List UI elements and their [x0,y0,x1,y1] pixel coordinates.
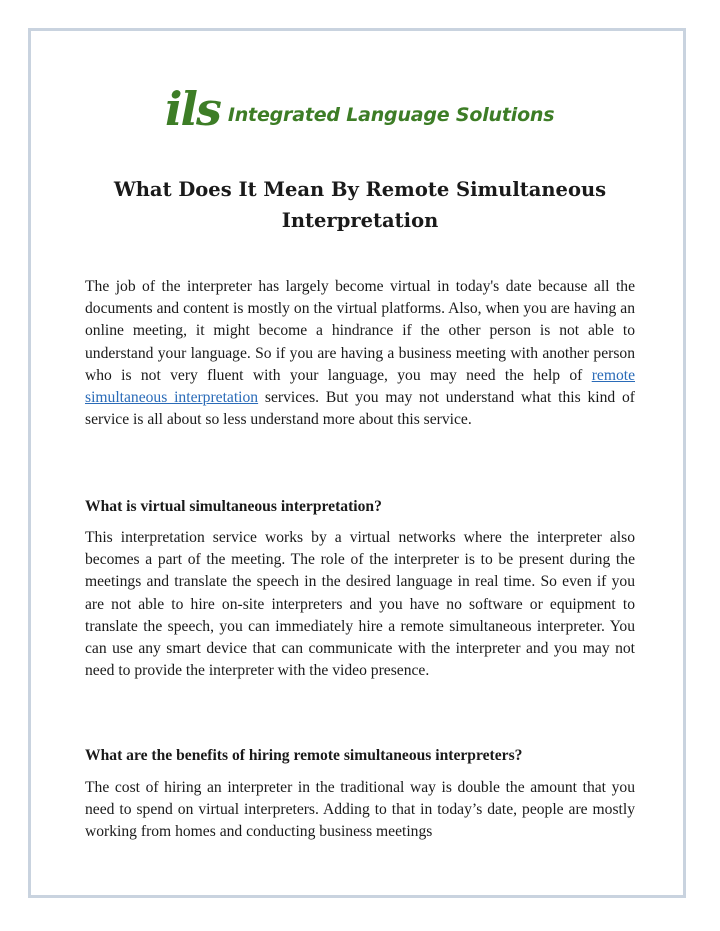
page-frame [28,28,686,898]
company-logo [165,82,555,136]
remote-interpretation-link[interactable]: remote simultaneous interpretation [85,366,635,407]
section1-paragraph: This interpretation service works by a virtual networks where the interpreter also becomes a part of the meeting. The role of the interpreter is to be present during the meetings and translate the speech in the desired language in real time. So even if you are not able to hire on-site interpreters and you have no software or equipment to translate the speech, you can immediately hire a remote simultaneous interpreter. You can use any smart device that can communicate with the interpreter and you may not need to provide the interpreter with the video presence. [85,529,635,680]
section2-paragraph: The cost of hiring an interpreter in the traditional way is double the amount that you need to spend on virtual interpreters. Adding to that in today’s date, people are mostly working from homes and conducting business meetings [85,779,635,841]
section1-heading: What is virtual simultaneous interpretation? [85,498,382,515]
logo-mark: ils [165,82,220,136]
section2-heading: What are the benefits of hiring remote simultaneous interpreters? [85,747,523,764]
document-title: What Does It Mean By Remote Simultaneous Interpretation [113,178,607,232]
intro-paragraph [85,276,635,431]
intro-text-before: The job of the interpreter has largely become virtual in today's date because all the documents and content is mostly on the virtual platforms. Also, when you are having an online meeting, it might become a hindrance if the other person is not able to understand your language. So if you are having a business meeting with another person who is not very fluent with your language, you may need the help of [85,278,635,384]
logo-text: Integrated Language Solutions [227,104,555,126]
intro-text-after: services. But you may not understand what this kind of service is all about so less understand more about this service. [85,389,635,429]
